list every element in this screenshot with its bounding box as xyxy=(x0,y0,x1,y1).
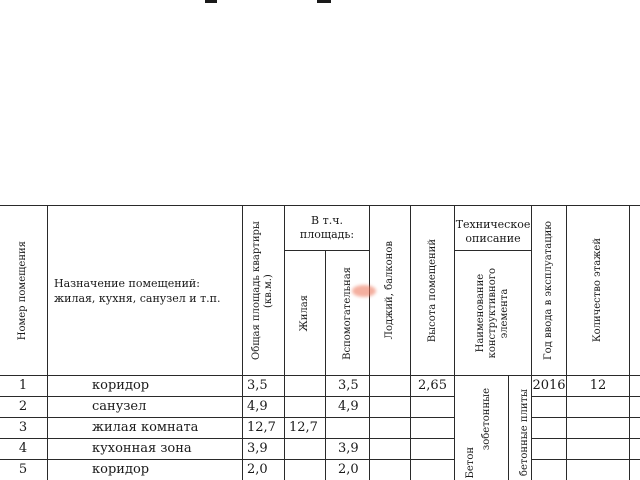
room-table-wrapper xyxy=(0,205,640,480)
header-total-area-text: Общая площадь квартиры (кв.м.) xyxy=(250,221,274,360)
row-living xyxy=(285,397,326,418)
row-aux: 3,9 xyxy=(326,439,370,460)
row-element-cell-b xyxy=(509,376,532,480)
row-floors: 12 xyxy=(567,376,630,397)
header-year-text: Год ввода в эксплуатацию xyxy=(543,221,555,360)
header-tech-desc xyxy=(455,206,532,251)
row-name: коридор xyxy=(48,460,243,480)
row-num: 1 xyxy=(0,376,48,397)
row-aux: 4,9 xyxy=(326,397,370,418)
header-incl-area-text xyxy=(285,214,369,242)
header-floors xyxy=(567,206,630,376)
cut-text-beton: Бетон xyxy=(465,446,477,478)
row-loggia xyxy=(370,418,411,439)
cut-text-zhb1: зобетонные xyxy=(481,387,493,450)
row-name: санузел xyxy=(48,397,243,418)
row-total: 3,9 xyxy=(243,439,285,460)
header-element-line3: элемента xyxy=(499,288,511,338)
header-incl-line1: В т.ч. xyxy=(311,214,343,227)
row-floors xyxy=(567,418,630,439)
row-height xyxy=(411,460,455,480)
header-loggia-text: Лоджий, балконов xyxy=(384,241,396,340)
header-tech-desc-text xyxy=(455,218,531,246)
row-loggia xyxy=(370,376,411,397)
header-year xyxy=(532,206,567,376)
row-name: жилая комната xyxy=(48,418,243,439)
header-room-number-text: Номер помещения xyxy=(17,240,28,341)
room-table xyxy=(0,205,640,480)
row-num: 4 xyxy=(0,439,48,460)
row-cut xyxy=(630,376,640,397)
header-purpose-text: Назначение помещений: жилая, кухня, санузел и т.п. xyxy=(54,276,221,305)
cut-text-zhb2: бетонные плиты xyxy=(519,388,531,476)
row-total: 12,7 xyxy=(243,418,285,439)
row-height: 2,65 xyxy=(411,376,455,397)
row-height xyxy=(411,418,455,439)
row-element-cell-a xyxy=(455,376,509,480)
table-row xyxy=(0,460,640,480)
row-living: 12,7 xyxy=(285,418,326,439)
header-element-line2: конструктивного xyxy=(487,267,499,359)
header-incl-area xyxy=(285,206,370,251)
row-name: коридор xyxy=(48,376,243,397)
row-floors xyxy=(567,397,630,418)
header-tech-line1: Техническое xyxy=(455,218,531,231)
header-purpose xyxy=(48,206,243,376)
header-cut-column xyxy=(630,206,640,376)
row-living xyxy=(285,376,326,397)
row-cut xyxy=(630,418,640,439)
header-element-name xyxy=(455,251,532,376)
header-floors-text: Количество этажей xyxy=(592,238,604,343)
header-height xyxy=(411,206,455,376)
row-year: 2016 xyxy=(532,376,567,397)
row-aux: 3,5 xyxy=(326,376,370,397)
row-year xyxy=(532,460,567,480)
header-tech-line2: описание xyxy=(465,232,521,245)
row-num: 2 xyxy=(0,397,48,418)
row-aux xyxy=(326,418,370,439)
row-aux: 2,0 xyxy=(326,460,370,480)
table-row xyxy=(0,418,640,439)
row-floors xyxy=(567,439,630,460)
row-loggia xyxy=(370,460,411,480)
header-element-line1: Наименование xyxy=(475,273,487,353)
row-floors xyxy=(567,460,630,480)
row-num: 5 xyxy=(0,460,48,480)
row-cut xyxy=(630,439,640,460)
row-year xyxy=(532,397,567,418)
row-year xyxy=(532,439,567,460)
row-name: кухонная зона xyxy=(48,439,243,460)
row-loggia xyxy=(370,397,411,418)
row-cut xyxy=(630,397,640,418)
header-element-name-text xyxy=(475,268,511,358)
row-loggia xyxy=(370,439,411,460)
row-height xyxy=(411,439,455,460)
header-room-number xyxy=(0,206,48,376)
table-row xyxy=(0,376,640,397)
row-total: 2,0 xyxy=(243,460,285,480)
header-incl-line2: площадь: xyxy=(299,228,355,241)
scan-mark-right xyxy=(317,0,331,3)
row-num: 3 xyxy=(0,418,48,439)
row-living xyxy=(285,460,326,480)
header-auxiliary xyxy=(326,251,370,376)
row-total: 3,5 xyxy=(243,376,285,397)
row-living xyxy=(285,439,326,460)
header-height-text: Высота помещений xyxy=(426,238,438,343)
row-year xyxy=(532,418,567,439)
header-living xyxy=(285,251,326,376)
row-cut xyxy=(630,460,640,480)
table-row xyxy=(0,397,640,418)
header-auxiliary-text: Вспомогательная xyxy=(341,266,353,360)
row-height xyxy=(411,397,455,418)
header-total-area xyxy=(243,206,285,376)
header-living-text: Жилая xyxy=(299,294,310,332)
pencil-smudge xyxy=(352,285,376,297)
row-total: 4,9 xyxy=(243,397,285,418)
scan-mark-left xyxy=(205,0,217,3)
table-row xyxy=(0,439,640,460)
